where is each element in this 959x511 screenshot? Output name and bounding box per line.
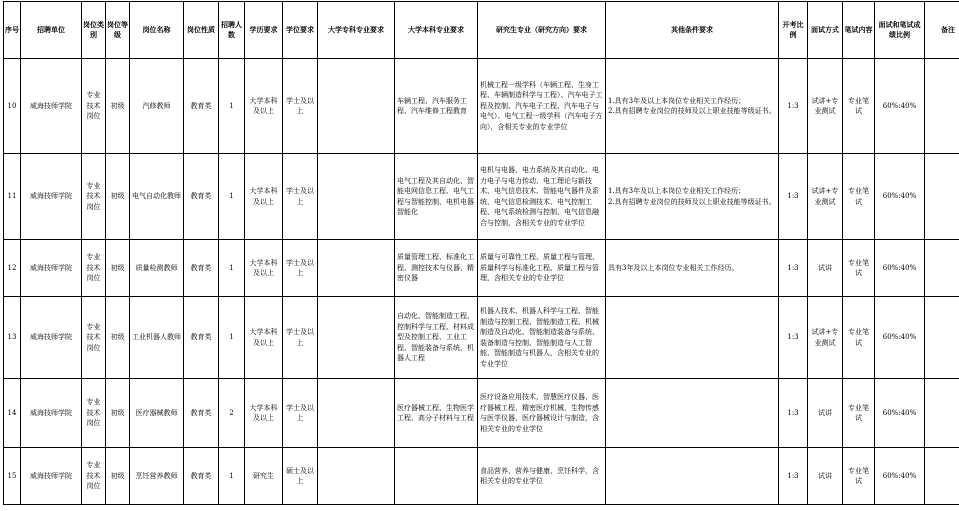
- cell-graduate: 电机与电器、电力系统及其自动化、电力电子与电力传动、电工理论与新技术、电气信息技术、智能电气器件及系统、电气信息检测技术、电气控制工程、电气系统检测与控制、电气信息融合与控制，含相关专业的专业学位: [478, 154, 606, 240]
- cell-edu: 大学本科及以上: [245, 297, 283, 379]
- table-row: [4, 154, 959, 240]
- cell-interview: 试讲+专业测试: [808, 59, 843, 154]
- cell-bachelor: [395, 448, 478, 505]
- cell-category: 专业技术岗位: [82, 448, 106, 505]
- cell-category: 专业技术岗位: [82, 154, 106, 240]
- cell-written: 专业笔试: [843, 240, 875, 297]
- recruitment-table-sheet: [3, 1, 959, 505]
- cell-other: [606, 59, 779, 154]
- cell-edu: 大学本科及以上: [245, 154, 283, 240]
- other-line-1: 1.具有3年及以上本岗位专业相关工作经历；: [608, 187, 746, 195]
- cell-degree: 学士及以上: [283, 240, 318, 297]
- cell-other: [606, 379, 779, 448]
- header-graduate: 研究生专业（研究方向）要求: [478, 2, 606, 59]
- cell-bachelor: 医疗器械工程、生物医学工程、高分子材料与工程: [395, 379, 478, 448]
- cell-bachelor: 电气工程及其自动化、智能电网信息工程、电气工程与智能控制、电机电器智能化: [395, 154, 478, 240]
- other-line-2: 2.具有招聘专业岗位的技师及以上职业技能等级证书。: [608, 197, 776, 206]
- cell-college: [318, 154, 395, 240]
- cell-nature: 教育类: [184, 240, 219, 297]
- cell-count: 1: [219, 297, 245, 379]
- cell-category: 专业技术岗位: [82, 379, 106, 448]
- cell-graduate: 机器人技术、机器人科学与工程、智能制造与控制工程、智能制造工程、机械制造及自动化、智能制造装备与系统、装备制造与控制、智能制造与人工智能、智能制造与机器人，含相关专业的专业学位: [478, 297, 606, 379]
- cell-unit: 威海技师学院: [21, 448, 82, 505]
- cell-nature: 教育类: [184, 59, 219, 154]
- cell-edu: 大学本科及以上: [245, 59, 283, 154]
- cell-seq: 10: [4, 59, 21, 154]
- header-unit: 招聘单位: [21, 2, 82, 59]
- header-bachelor: 大学本科专业要求: [395, 2, 478, 59]
- header-row: [4, 2, 959, 59]
- cell-level: 初级: [106, 59, 130, 154]
- cell-count: 1: [219, 448, 245, 505]
- header-notes: 备注: [925, 2, 959, 59]
- cell-written: 专业笔试: [843, 379, 875, 448]
- cell-other: [606, 448, 779, 505]
- cell-seq: 12: [4, 240, 21, 297]
- cell-score-ratio: 60%:40%: [875, 448, 925, 505]
- cell-seq: 15: [4, 448, 21, 505]
- cell-name: 工业机器人教师: [130, 297, 184, 379]
- cell-count: 1: [219, 59, 245, 154]
- cell-open-ratio: 1:3: [779, 448, 808, 505]
- cell-name: 烹饪营养教师: [130, 448, 184, 505]
- cell-category: 专业技术岗位: [82, 240, 106, 297]
- other-line-1: 1.具有3年及以上本岗位专业相关工作经历；: [608, 96, 746, 105]
- header-category: 岗位类别: [82, 2, 106, 59]
- header-count: 招聘人数: [219, 2, 245, 59]
- cell-score-ratio: 60%:40%: [875, 240, 925, 297]
- cell-college: [318, 59, 395, 154]
- cell-degree: 学士及以上: [283, 59, 318, 154]
- cell-open-ratio: 1:3: [779, 240, 808, 297]
- cell-written: 专业笔试: [843, 297, 875, 379]
- header-degree: 学位要求: [283, 2, 318, 59]
- cell-college: [318, 240, 395, 297]
- cell-name: 汽修教师: [130, 59, 184, 154]
- cell-seq: 13: [4, 297, 21, 379]
- cell-edu: 大学本科及以上: [245, 379, 283, 448]
- cell-level: 初级: [106, 448, 130, 505]
- cell-notes: [925, 297, 959, 379]
- cell-bachelor: 自动化、智能制造工程、控制科学与工程、材料成型及控制工程、工业工程、智能装备与系统、机器人工程: [395, 297, 478, 379]
- cell-notes: [925, 448, 959, 505]
- header-nature: 岗位性质: [184, 2, 219, 59]
- cell-graduate: 机械工程一级学科（车辆工程、生身工程、车辆制造科学与工程）、汽车电子工程及控制、汽车电子工程、汽车电子与电气）、电气工程一级学科（汽车电子方向），含相关专业的专业学位: [478, 59, 606, 154]
- cell-other: [606, 240, 779, 297]
- cell-level: 初级: [106, 379, 130, 448]
- cell-unit: 威海技师学院: [21, 154, 82, 240]
- table-row: [4, 240, 959, 297]
- cell-unit: 威海技师学院: [21, 59, 82, 154]
- header-name: 岗位名称: [130, 2, 184, 59]
- cell-name: 电气自动化教师: [130, 154, 184, 240]
- other-line-2: 2.具有招聘专业岗位的技师及以上职业技能等级证书。: [608, 107, 776, 115]
- cell-seq: 14: [4, 379, 21, 448]
- cell-written: 专业笔试: [843, 448, 875, 505]
- cell-nature: 教育类: [184, 297, 219, 379]
- cell-nature: 教育类: [184, 379, 219, 448]
- table-row: [4, 448, 959, 505]
- cell-bachelor: 车辆工程、汽车服务工程、汽车维修工程教育: [395, 59, 478, 154]
- cell-category: 专业技术岗位: [82, 297, 106, 379]
- cell-unit: 威海技师学院: [21, 297, 82, 379]
- cell-nature: 教育类: [184, 448, 219, 505]
- cell-name: 医疗器械教师: [130, 379, 184, 448]
- header-edu: 学历要求: [245, 2, 283, 59]
- cell-open-ratio: 1:3: [779, 154, 808, 240]
- cell-notes: [925, 379, 959, 448]
- cell-count: 1: [219, 154, 245, 240]
- cell-degree: 学士及以上: [283, 297, 318, 379]
- cell-written: 专业笔试: [843, 154, 875, 240]
- header-open-ratio: 开考比例: [779, 2, 808, 59]
- cell-level: 初级: [106, 297, 130, 379]
- cell-edu: 研究生: [245, 448, 283, 505]
- cell-college: [318, 297, 395, 379]
- cell-interview: 试讲: [808, 240, 843, 297]
- table-row: [4, 297, 959, 379]
- other-line-1: 具有3年及以上本岗位专业相关工作经历。: [608, 263, 739, 272]
- cell-open-ratio: 1:3: [779, 379, 808, 448]
- cell-level: 初级: [106, 240, 130, 297]
- cell-degree: 学士及以上: [283, 379, 318, 448]
- cell-notes: [925, 154, 959, 240]
- recruitment-table: [3, 1, 959, 505]
- header-score-ratio: 面试和笔试成绩比例: [875, 2, 925, 59]
- cell-open-ratio: 1:3: [779, 297, 808, 379]
- cell-degree: 学士及以上: [283, 154, 318, 240]
- cell-open-ratio: 1:3: [779, 59, 808, 154]
- cell-category: 专业技术岗位: [82, 59, 106, 154]
- cell-unit: 威海技师学院: [21, 240, 82, 297]
- cell-interview: 试讲: [808, 448, 843, 505]
- cell-graduate: 食品营养、营养与健康、烹饪科学，含相关专业的专业学位: [478, 448, 606, 505]
- cell-college: [318, 448, 395, 505]
- header-other: 其他条件要求: [606, 2, 779, 59]
- header-seq: 序号: [4, 2, 21, 59]
- cell-other: [606, 297, 779, 379]
- header-college: 大学专科专业要求: [318, 2, 395, 59]
- cell-edu: 大学本科及以上: [245, 240, 283, 297]
- cell-degree: 硕士及以上: [283, 448, 318, 505]
- cell-unit: 威海技师学院: [21, 379, 82, 448]
- header-level: 岗位等级: [106, 2, 130, 59]
- cell-count: 1: [219, 240, 245, 297]
- cell-graduate: 医疗设备应用技术、智慧医疗仪器、医疗器械工程、精密医疗机械、生物传感与医学仪器、医疗器械设计与制造，含相关专业的专业学位: [478, 379, 606, 448]
- table-row: [4, 59, 959, 154]
- cell-interview: 试讲: [808, 379, 843, 448]
- cell-bachelor: 质量管理工程、标准化工程、测控技术与仪器、精密仪器: [395, 240, 478, 297]
- cell-nature: 教育类: [184, 154, 219, 240]
- header-written: 笔试内容: [843, 2, 875, 59]
- cell-interview: 试讲+专业测试: [808, 154, 843, 240]
- cell-notes: [925, 59, 959, 154]
- cell-college: [318, 379, 395, 448]
- cell-score-ratio: 60%:40%: [875, 379, 925, 448]
- cell-count: 2: [219, 379, 245, 448]
- cell-interview: 试讲+专业测试: [808, 297, 843, 379]
- cell-written: 专业笔试: [843, 59, 875, 154]
- cell-score-ratio: 60%:40%: [875, 154, 925, 240]
- cell-name: 质量检测教师: [130, 240, 184, 297]
- cell-seq: 11: [4, 154, 21, 240]
- table-row: [4, 379, 959, 448]
- cell-score-ratio: 60%:40%: [875, 59, 925, 154]
- cell-score-ratio: 60%:40%: [875, 297, 925, 379]
- cell-notes: [925, 240, 959, 297]
- cell-other: [606, 154, 779, 240]
- cell-level: 初级: [106, 154, 130, 240]
- header-interview: 面试方式: [808, 2, 843, 59]
- cell-graduate: 质量与可靠性工程、质量工程与管理、质量科学与标准化工程、质量工程与管理，含相关专业的专业学位: [478, 240, 606, 297]
